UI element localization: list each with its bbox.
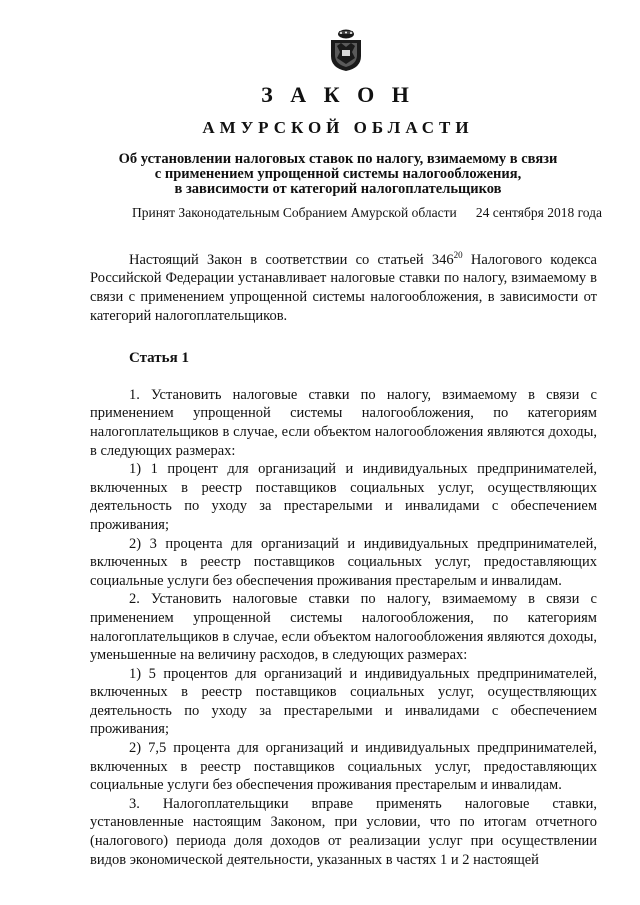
article-paragraph: 2) 3 процента для организаций и индивидуальных предпринимателей, включенных в реестр поставщиков социальных услуг, предоставляющих социальные услуги без обеспечения проживания престарелым и инвалидам.: [90, 535, 597, 589]
law-subject-title: [0, 152, 640, 197]
subject-line: с применением упрощенной системы налогообложения,: [154, 166, 522, 182]
document-body: [90, 246, 597, 869]
adopted-date: 24 сентября 2018 года: [475, 205, 602, 220]
article-paragraph: 2) 7,5 процента для организаций и индивидуальных предпринимателей, включенных в реестр поставщиков социальных услуг, предоставляющих социальные услуги без обеспечения проживания престарелым и инвалидам.: [90, 740, 597, 794]
adopted-by: Принят Законодательным Собранием Амурской области: [132, 205, 457, 220]
intro-text-after: Налогового кодекса Российской Федерации устанавливает налоговые ставки по налогу, взимаемому в связи с применением упрощенной системы налогообложения, в зависимости от категорий налогоплательщиков.: [90, 251, 597, 324]
article-paragraph: 2. Установить налоговые ставки по налогу, взимаемому в связи с применением упрощенной системы налогообложения, по категориям налогоплательщиков в случае, если объектом налогообложения являются доходы, уменьшенные на величину расходов, в следующих размерах:: [90, 591, 597, 664]
adoption-line: [132, 205, 602, 221]
subject-line: в зависимости от категорий налогоплательщиков: [174, 181, 502, 197]
intro-paragraph: [90, 246, 597, 325]
article-paragraph: 3. Налогоплательщики вправе применять налоговые ставки, установленные настоящим Законом, при условии, что по итогам отчетного (налогового) периода доля доходов от реализации услуг при осуществлении видов экономической деятельности, указанных в частях 1 и 2 настоящей: [90, 795, 597, 868]
subject-line: Об установлении налоговых ставок по налогу, взимаемому в связи: [118, 151, 558, 167]
document-type-heading: З А К О Н: [261, 82, 415, 107]
intro-superscript: 20: [453, 250, 463, 260]
intro-text-before: Настоящий Закон в соответствии со статьей 346: [129, 251, 454, 268]
article-paragraph: 1. Установить налоговые ставки по налогу, взимаемому в связи с применением упрощенной системы налогообложения, по категориям налогоплательщиков в случае, если объектом налогообложения являются доходы, в следующих размерах:: [90, 386, 597, 459]
article-paragraph: 1) 1 процент для организаций и индивидуальных предпринимателей, включенных в реестр поставщиков социальных услуг, осуществляющих деятельность по уходу за престарелыми и инвалидами с обеспечением проживания;: [90, 461, 597, 533]
coat-of-arms-icon: [328, 28, 364, 72]
article-title: Статья 1: [129, 350, 189, 367]
article-paragraph: 1) 5 процентов для организаций и индивидуальных предпринимателей, включенных в реестр поставщиков социальных услуг, осуществляющих деятельность по уходу за престарелыми и инвалидами с обеспечением проживания;: [90, 665, 597, 738]
region-heading: АМУРСКОЙ ОБЛАСТИ: [202, 118, 474, 137]
